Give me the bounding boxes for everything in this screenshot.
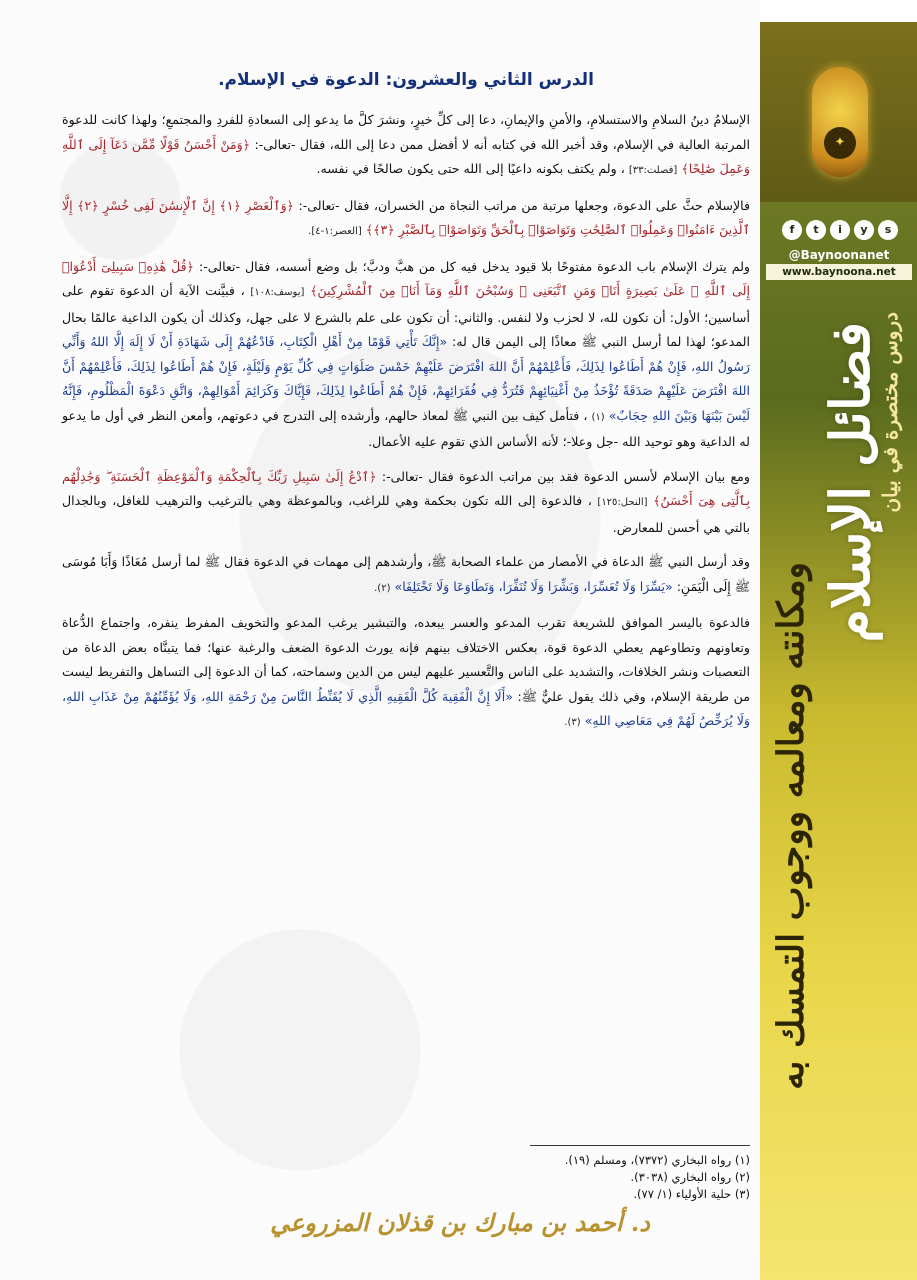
footnote-marker: (١): [591, 411, 605, 423]
footnotes: [180, 1145, 750, 1203]
paragraph-text: ومع بيان الإسلام لأسس الدعوة فقد بين مراتب الدعوة فقال -تعالى-:: [376, 468, 751, 484]
logo-emblem-icon: ✦: [824, 127, 856, 159]
paragraph-text: ولم يترك الإسلام باب الدعوة مفتوحًا بلا قيود يدخل فيه كل من هبَّ ودبَّ؛ بل وضع أسسه، فقال -تعالى-:: [194, 258, 750, 274]
paragraph-text: فالدعوة باليسر الموافق للشريعة تقرب المدعو والعسر يبعده، والتبشير يرغب المدعو والتخويف المفرط ينفره، واجتماع الدُّعاة وتعاونهم وتطاوعهم يعطي الدعوة قوة، بعكس الاختلاف بينهم فإنه يورث الدعوة الضعف والرغبة عنها؛ فما يتبنَّاه بعض الدعاة من التعصبات ونشر الخلافات، والتشديد على الناس والتَّعسير عليهم ليس من الدين وسماحته، كما أن الدعوة إلى التساهل والتفريط ليست من طريقة الإسلام، وفي ذلك يقول عليٌّ ﷺ:: [62, 615, 750, 704]
quran-verse: ﴿وَمَنْ أَحْسَنُ قَوْلًا مِّمَّن دَعَآ إِلَى ٱللَّهِ وَعَمِلَ صَٰلِحًا﴾: [62, 136, 750, 176]
series-subtitle: ومكانته ومعالمه ووجوب التمسك به: [770, 562, 812, 1090]
footnote-item: (١) رواه البخاري (٧٣٧٢)، ومسلم (١٩).: [564, 1153, 750, 1167]
paragraph-5: [62, 550, 750, 601]
sidebar-banner: [760, 22, 917, 1280]
logo: [812, 67, 868, 177]
lesson-title: الدرس الثاني والعشرون: الدعوة في الإسلام.: [218, 70, 594, 90]
verse-reference: [العصر:١-٤].: [308, 226, 362, 237]
paragraph-4: [62, 465, 750, 541]
telegram-icon[interactable]: s: [878, 220, 898, 240]
footnote-divider: [530, 1145, 750, 1146]
paragraph-2: [62, 194, 750, 245]
series-label: دروس مختصرة في بيان: [878, 312, 902, 513]
verse-reference: [يوسف:١٠٨]: [250, 287, 305, 298]
footnote-marker: (٣).: [564, 717, 581, 728]
twitter-icon[interactable]: t: [806, 220, 826, 240]
social-icons: [770, 220, 910, 240]
paragraph-text: فالإسلام حثَّ على الدعوة، وجعلها مرتبة من مراتب النجاة من الخسران، فقال -تعالى-:: [294, 197, 750, 213]
paragraph-text: ، فتأمل كيف بين النبي ﷺ لمعاذ حالهم، وأرشده إلى التدرج في دعوتهم، وأمعن النظر في أول ما يدعو له الداعية وهو توحيد الله -جل وعلا-؛ لأنه الأساس الذي تقوم عليه الأعمال.: [62, 407, 750, 449]
facebook-icon[interactable]: f: [782, 220, 802, 240]
social-handle[interactable]: @Baynoonanet: [788, 248, 890, 262]
lesson-content: [62, 70, 750, 746]
hadith-quote: «إِنَّكَ تَأْتِي قَوْمًا مِنْ أَهْلِ الْكِتَابِ، فَادْعُهُمْ إِلَى شَهَادَةِ أَنْ لَا إِلَهَ إِلَّا اللهُ وَأَنِّي رَسُولُ اللهِ، فَإِنْ هُمْ أَطَاعُوا لِذَلِكَ، فَأَعْلِمْهُمْ أَنَّ اللهَ افْتَرَضَ عَلَيْهِمْ خَمْسَ صَلَوَاتٍ فِي كُلِّ يَوْمٍ وَلَيْلَةٍ، فَإِنْ هُمْ أَطَاعُوا لِذَلِكَ، فَأَعْلِمْهُمْ أَنَّ اللهَ افْتَرَضَ عَلَيْهِمْ صَدَقَةً تُؤْخَذُ مِنْ أَغْنِيَائِهِمْ فَتُرَدُّ فِي فُقَرَائِهِمْ، فَإِنْ هُمْ أَطَاعُوا لِذَلِكَ، فَإِيَّاكَ وَكَرَائِمَ أَمْوَالِهِمْ، وَاتَّقِ دَعْوَةَ الْمَظْلُومِ، فَإِنَّهُ لَيْسَ بَيْنَهَا وَبَيْنَ اللهِ حِجَابٌ»: [62, 334, 750, 423]
footnote-item: (٣) حلية الأولياء (١/ ٧٧).: [633, 1187, 750, 1201]
author-signature: د. أحمد بن مبارك بن قذلان المزروعي: [270, 1208, 650, 1237]
website-link[interactable]: www.baynoona.net: [766, 264, 912, 280]
instagram-icon[interactable]: i: [830, 220, 850, 240]
paragraph-3: [62, 255, 750, 455]
verse-reference: [النحل:١٢٥]: [597, 497, 648, 508]
quran-verse: ﴿قُلْ هَٰذِهِۦ سَبِيلِىٓ أَدْعُوٓا۟ إِلَى ٱللَّهِ ۚ عَلَىٰ بَصِيرَةٍ أَنَا۠ وَمَنِ ٱتَّبَعَنِى ۖ وَسُبْحَٰنَ ٱللَّهِ وَمَآ أَنَا۠ مِنَ ٱلْمُشْرِكِينَ﴾: [62, 258, 750, 298]
paragraph-text: الإسلامُ دينُ السلامِ والاستسلامِ، والأمنِ والإيمانِ، دعا إلى كلِّ خيرٍ، ونشرَ كلَّ ما يدعو إلى السعادةِ للفردِ والمجتمعِ؛ ولهذا كانت للدعوة المرتبة العالية في الإسلام، وقد أخبر الله في كتابه أنه لا أفضل ممن دعا إلى الله، فقال -تعالى-:: [62, 112, 750, 152]
quran-verse: ﴿ٱدْعُ إِلَىٰ سَبِيلِ رَبِّكَ بِٱلْحِكْمَةِ وَٱلْمَوْعِظَةِ ٱلْحَسَنَةِ ۖ وَجَٰدِلْهُم بِٱلَّتِى هِىَ أَحْسَنُ﴾: [62, 468, 750, 508]
series-title: فضائل الإسلام: [818, 322, 882, 643]
paragraph-text: ، فبيَّنت الآية أن الدعوة تقوم على أساسين؛ الأول: أن تكون لله، لا لحزب ولا لنفس. والثاني: أن تكون على علم بالشرع لا على جهل، وكذلك أن يكون الداعية عالمًا بحال المدعو؛ لهذا لما أرسل النبي ﷺ معاذًا إلى اليمن قال له:: [62, 283, 750, 349]
quran-verse: ﴿وَٱلْعَصْرِ ﴿١﴾ إِنَّ ٱلْإِنسَٰنَ لَفِى خُسْرٍ ﴿٢﴾ إِلَّا ٱلَّذِينَ ءَامَنُوا۟ وَعَمِلُوا۟ ٱلصَّٰلِحَٰتِ وَتَوَاصَوْا۟ بِٱلْحَقِّ وَتَوَاصَوْا۟ بِٱلصَّبْرِ ﴿٣﴾﴾: [62, 197, 750, 237]
paragraph-6: [62, 611, 750, 736]
hadith-quote: «يَسِّرَا وَلَا تُعَسِّرَا، وَبَشِّرَا وَلَا تُنَفِّرَا، وَتَطَاوَعَا وَلَا تَخْتَلِفَا»: [394, 578, 673, 594]
paragraph-1: [62, 108, 750, 184]
footnote-item: (٢) رواه البخاري (٣٠٣٨).: [630, 1170, 750, 1184]
footnote-marker: (٢).: [374, 582, 391, 594]
paragraph-text: وقد أرسل النبي ﷺ الدعاة في الأمصار من علماء الصحابة ﷺ، وأرشدهم إلى مهمات في الدعوة فقال ﷺ لما أرسل مُعَاذًا وَأَبَا مُوسَى ﷺ إِلَى الْيَمَنِ:: [62, 554, 750, 594]
hadith-quote: «أَلَا إِنَّ الْفَقِيهَ كُلَّ الْفَقِيهِ الَّذِي لَا يُقَنِّطُ النَّاسَ مِنْ رَحْمَةِ اللهِ، وَلَا يُؤَمِّنُهُمْ مِنْ عَذَابِ اللهِ، وَلَا يُرَخِّصُ لَهُمْ فِي مَعَاصِي اللهِ»: [62, 688, 750, 728]
paragraph-text: ، فالدعوة إلى الله تكون بحكمة وهي للراغب، وبالموعظة وهي بالترغيب والترهيب للغافل، وبالجدال بالتي هي أحسن للمعارض.: [62, 493, 750, 535]
verse-reference: [فصلت:٣٣]: [628, 165, 678, 176]
youtube-icon[interactable]: y: [854, 220, 874, 240]
paragraph-text: ، ولم يكتف بكونه داعيًا إلى الله حتى يكون صالحًا في نفسه.: [316, 161, 625, 176]
